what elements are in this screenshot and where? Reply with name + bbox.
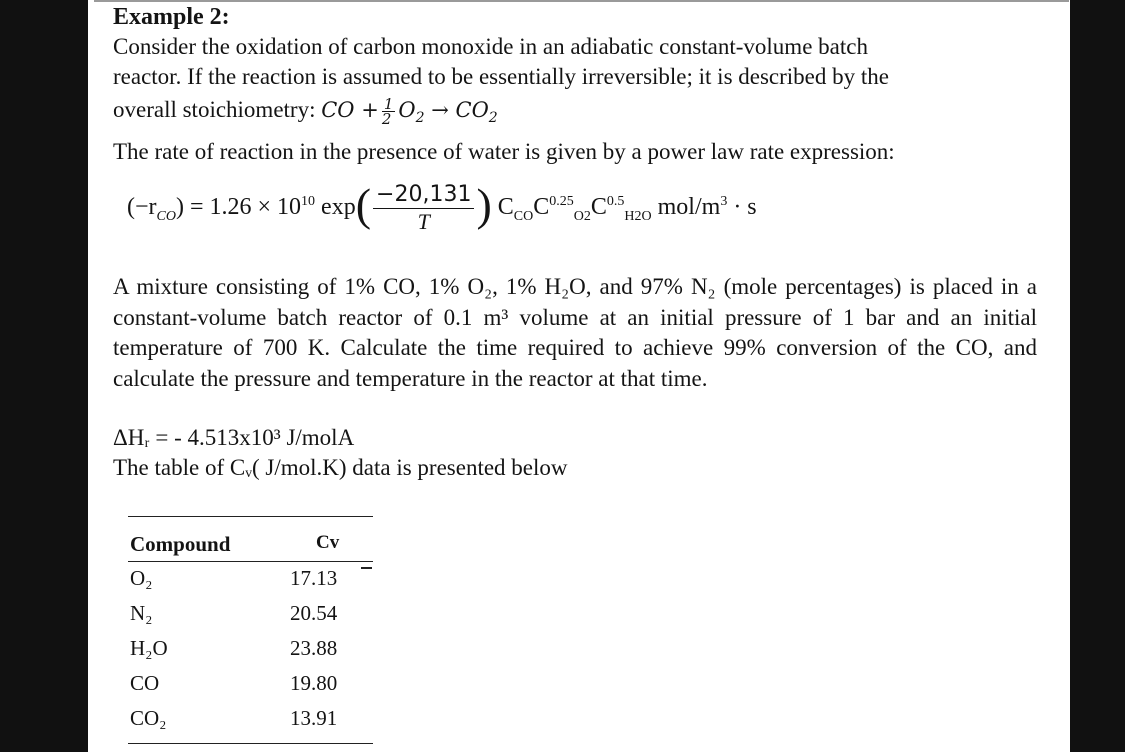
rate-frac-den: T — [417, 208, 430, 234]
paragraph-line-1: Consider the oxidation of carbon monoxide in an adiabatic constant-volume batch — [113, 34, 868, 59]
rate-c-h2o: C — [590, 194, 607, 220]
left-frame-border — [0, 0, 88, 752]
eq-o2: O — [398, 98, 416, 122]
cell-compound: N₂ — [130, 601, 153, 625]
stoichiometry-label: overall stoichiometry: — [113, 97, 316, 122]
eq-co2-sub: 2 — [488, 110, 498, 127]
rate-c-o2-sup: 0.25 — [549, 194, 574, 209]
cell-compound: CO — [130, 671, 160, 695]
paragraph-line-3 — [113, 95, 1037, 126]
eq-o2-sub: 2 — [415, 110, 425, 127]
header-cv: Cv — [316, 532, 340, 553]
rate-units-tail: · s — [727, 194, 757, 220]
rate-units: mol/m — [657, 194, 721, 220]
rate-c-o2-sub: O2 — [573, 208, 591, 224]
table-row — [128, 706, 373, 741]
rate-exponent: 10 — [301, 194, 316, 209]
stoichiometry-equation — [321, 95, 498, 128]
eq-co2: CO — [455, 98, 489, 122]
rate-fraction — [373, 182, 474, 235]
table-header-rule — [128, 561, 373, 562]
top-divider — [94, 0, 1069, 2]
right-frame-border — [1070, 0, 1125, 752]
example-title: Example 2: — [113, 4, 230, 30]
rate-units-sup: 3 — [720, 194, 728, 209]
cell-compound: CO₂ — [130, 706, 167, 730]
cell-cv: 20.54 — [290, 601, 338, 625]
rate-frac-num: −20,131 — [373, 182, 474, 209]
eq-half-fraction — [382, 97, 396, 126]
eq-half-den: 2 — [381, 110, 392, 128]
problem-paragraph: A mixture consisting of 1% CO, 1% O₂, 1% H₂O, and 97% N₂ (mole percentages) is placed in a constant-volume batch reactor of 0.1 m³ volume at an initial pressure of 1 bar and an initial temperature of 700 K. Calculate the time required to achieve 99% conversion of the CO, and calculate the pressure and temperature in the reactor at that time. — [113, 274, 1037, 391]
rate-c-h2o-sup: 0.5 — [606, 194, 625, 209]
table-row — [128, 566, 373, 601]
rate-lhs: (−r — [127, 194, 157, 220]
rate-equation — [127, 172, 757, 238]
cell-cv: 19.80 — [290, 671, 338, 695]
rate-c-co: C — [497, 194, 514, 220]
table-intro: The table of Cᵥ( J/mol.K) data is presented below — [113, 455, 568, 480]
table-bottom-rule — [128, 743, 373, 744]
paragraph-line-2: reactor. If the reaction is assumed to be essentially irreversible; it is described by the — [113, 64, 889, 89]
rate-c-o2: C — [533, 194, 550, 220]
table-margin-tick — [361, 567, 372, 569]
rate-lhs-close: ) = 1.26 × 10 — [175, 194, 302, 220]
table-row — [128, 671, 373, 706]
cv-table — [128, 514, 373, 746]
eq-half-num: 1 — [383, 95, 394, 113]
cell-compound: H₂O — [130, 636, 168, 660]
rate-c-h2o-sub: H2O — [624, 208, 652, 224]
table-row — [128, 636, 373, 671]
cell-cv: 13.91 — [290, 706, 338, 730]
cell-compound: O₂ — [130, 566, 153, 590]
rate-intro: The rate of reaction in the presence of water is given by a power law rate expression: — [113, 139, 895, 164]
rate-c-co-sub: CO — [513, 208, 534, 224]
rate-left-paren: ( — [355, 179, 372, 230]
rate-lhs-sub: CO — [156, 208, 176, 224]
rate-exp-word: exp — [321, 194, 356, 220]
table-top-rule — [128, 516, 373, 517]
eq-co: CO — [321, 98, 355, 122]
header-compound: Compound — [130, 532, 231, 556]
cell-cv: 17.13 — [290, 566, 338, 590]
enthalpy-line: ΔHᵣ = - 4.513x10³ J/molA — [113, 425, 355, 450]
table-row — [128, 601, 373, 636]
eq-plus: + — [361, 98, 379, 122]
cell-cv: 23.88 — [290, 636, 338, 660]
eq-arrow: → — [431, 98, 449, 122]
rate-right-paren: ) — [476, 179, 492, 230]
